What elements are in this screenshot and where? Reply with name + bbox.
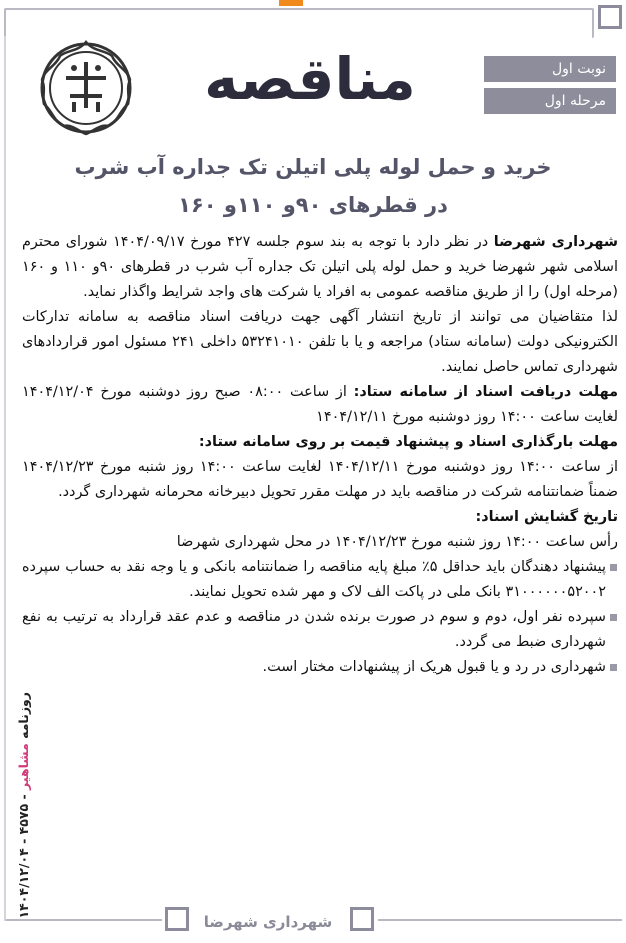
contact-paragraph: لذا متقاضیان می توانند از تاریخ انتشار آگهی جهت دریافت اسناد مناقصه به سامانه تدارکات الکترونیکی دولت (سامانه ستاد) مراجعه و یا با تلفن ۵۳۲۴۱۰۱۰ داخلی ۲۴۱ مسئول امور قراردادهای شهرداری تماس حاصل نمایند. [22,309,618,375]
tag-stage: مرحله اول [484,88,616,114]
upload-deadline-label: مهلت بارگذاری اسناد و پیشنهاد قیمت بر روی سامانه ستاد: [198,434,618,450]
frame-top-border [4,8,594,38]
frame-corner-square-left [165,907,189,931]
download-deadline-label: مهلت دریافت اسناد از سامانه ستاد: [353,384,618,400]
page-title: مناقصه [204,45,416,113]
subtitle-line-2: در قطرهای ۹۰و ۱۱۰و ۱۶۰ [178,193,448,217]
opening-date-text: رأس ساعت ۱۴:۰۰ روز شنبه مورخ ۱۴۰۴/۱۲/۲۳ در محل شهرداری شهرضا [176,534,618,550]
download-deadline [22,380,618,430]
intro-text: در نظر دارد با توجه به بند سوم جلسه ۴۲۷ مورخ ۱۴۰۴/۰۹/۱۷ شورای محترم اسلامی شهر شهرضا خرید و حمل لوله پلی اتیلن تک جداره آب شرب در قطرهای ۹۰و ۱۱۰ و ۱۶۰ (مرحله اول) را از طریق مناقصه عمومی به افراد یا شرکت های واجد شرایط واگذار نماید. [22,234,618,300]
municipality-logo-icon [36,38,136,138]
newspaper-sidebar [16,692,36,919]
subtitle-line-1: خرید و حمل لوله پلی اتیلن تک جداره آب شرب [74,155,552,179]
tag-round: نوبت اول [484,56,616,82]
frame-corner-square-right [350,907,374,931]
condition-bullet-guarantee: پیشنهاد دهندگان باید حداقل ۵٪ مبلغ پایه مناقصه را ضمانتنامه بانکی و یا وجه نقد به حساب سپرده ۳۱۰۰۰۰۰۰۵۲۰۰۲ بانک ملی در پاکت الف لاک و مهر شده تحویل نمایند. [22,555,618,605]
download-deadline-text: از ساعت ۰۸:۰۰ صبح روز دوشنبه مورخ ۱۴۰۴/۱۲/۰۴ لغایت ساعت ۱۴:۰۰ روز دوشنبه مورخ ۱۴۰۴/۱۲/۱۱ [22,384,618,425]
notice-body [22,230,618,680]
footer-organization: شهرداری شهرضا [203,913,333,931]
frame-corner-square [598,5,622,29]
condition-bullet-rights: شهرداری در رد و یا قبول هریک از پیشنهادات مختار است. [22,655,618,680]
sidebar-prefix: روزنامه [16,692,31,744]
intro-paragraph [22,230,618,305]
intro-org-name: شهرداری شهرضا [493,234,619,250]
condition-bullet-deposit: سپرده نفر اول، دوم و سوم در صورت برنده شدن در مناقصه و عدم عقد قرارداد به ترتیب به نفع شهرداری ضبط می گردد. [22,605,618,655]
notice-subtitle [30,148,596,224]
frame-left-border [4,36,6,921]
frame-bottom-border-left [6,919,162,921]
sidebar-issue: - ۴۵۷۵ - ۱۴۰۴/۱۲/۰۴ [16,789,31,919]
top-accent-mark [279,0,303,6]
newspaper-brand: مشاهیر [16,743,31,790]
opening-date-label: تاریخ گشایش اسناد: [475,509,618,525]
upload-deadline-text: از ساعت ۱۴:۰۰ روز دوشنبه مورخ ۱۴۰۴/۱۲/۱۱ لغایت ساعت ۱۴:۰۰ روز شنبه مورخ ۱۴۰۴/۱۲/۲۳ ضمناً ضمانتنامه شرکت در مناقصه باید در مهلت مقرر تحویل دبیرخانه محرمانه شهرداری گردد. [22,459,618,500]
frame-bottom-border-right [378,919,622,921]
